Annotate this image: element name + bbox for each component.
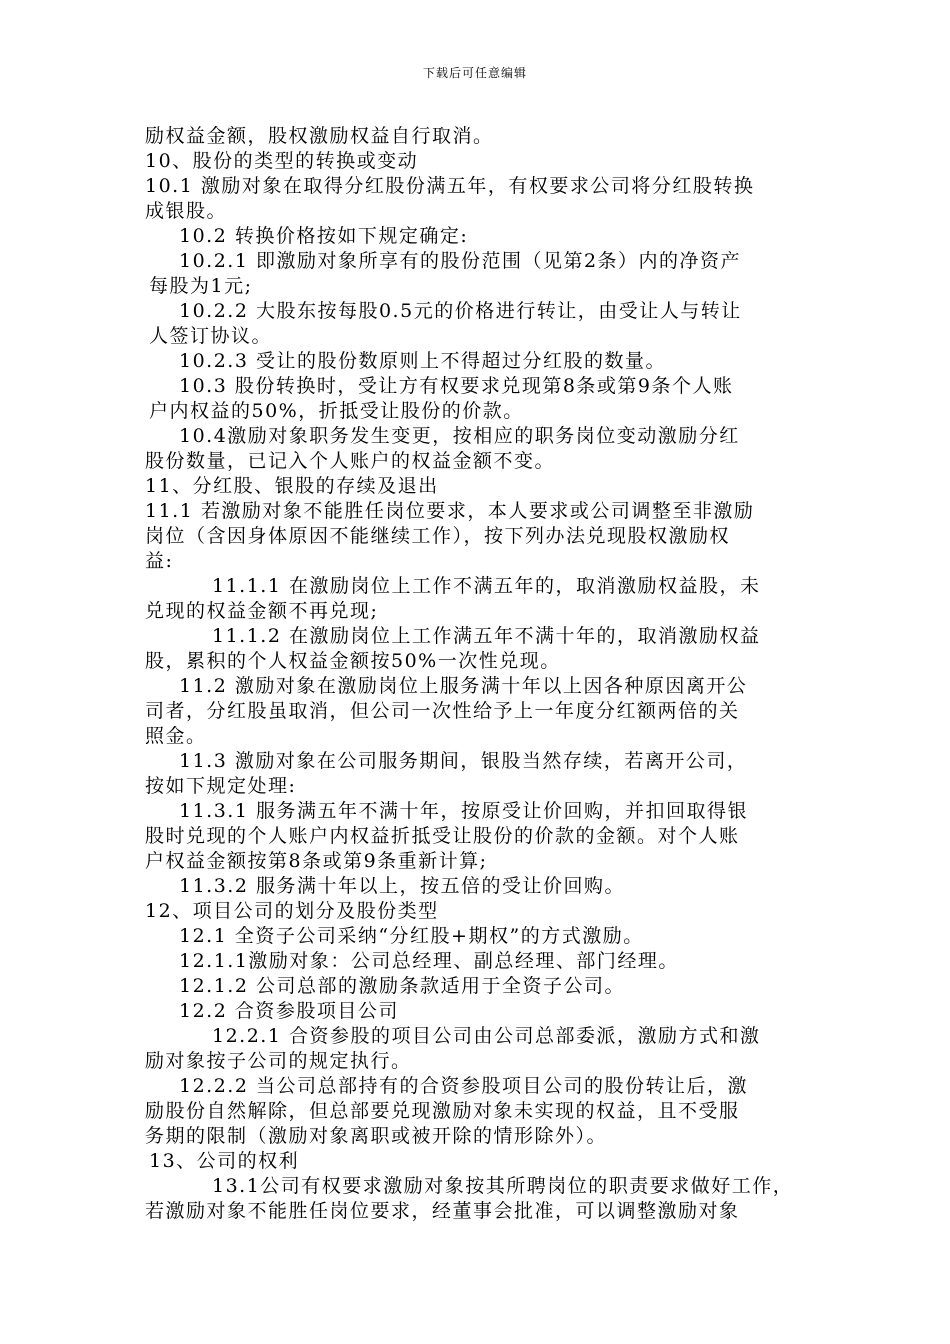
text-line: 励权益金额，股权激励权益自行取消。 [145,125,494,147]
text-line: 12.1.1激励对象：公司总经理、副总经理、部门经理。 [179,950,679,972]
text-line: 司者，分红股虽取消，但公司一次性给予上一年度分红额两倍的关 [145,700,740,722]
text-line: 兑现的权益金额不再兑现; [145,600,379,622]
text-line: 11.1 若激励对象不能胜任岗位要求，本人要求或公司调整至非激励 [145,500,755,522]
text-line: 11.1.1 在激励岗位上工作不满五年的，取消激励权益股，未 [212,575,761,597]
text-line: 励股份自然解除，但总部要兑现激励对象未实现的权益，且不受服 [145,1100,740,1122]
text-line: 11、分红股、银股的存续及退出 [145,475,439,497]
page-header: 下载后可任意编辑 [422,66,527,80]
text-line: 岗位（含因身体原因不能继续工作），按下列办法兑现股权激励权 [145,525,731,547]
text-line: 按如下规定处理: [145,775,297,797]
text-line: 11.3.2 服务满十年以上，按五倍的受让价回购。 [179,875,625,897]
text-line: 股，累积的个人权益金额按50%一次性兑现。 [145,650,561,672]
text-line: 13、公司的权利 [149,1150,300,1172]
text-line: 10.2.3 受让的股份数原则上不得超过分红股的数量。 [179,350,666,372]
text-line: 12.1 全资子公司采纳“分红股+期权”的方式激励。 [179,925,644,947]
text-line: 12、项目公司的划分及股份类型 [145,900,439,922]
text-line: 11.3 激励对象在公司服务期间，银股当然存续，若离开公司， [179,750,748,772]
text-line: 10.3 股份转换时，受让方有权要求兑现第8条或第9条个人账 [179,375,734,397]
text-line: 户内权益的50%，折抵受让股份的价款。 [149,400,524,422]
text-line: 12.2.1 合资参股的项目公司由公司总部委派，激励方式和激 [212,1025,761,1047]
text-line: 10.2 转换价格按如下规定确定: [179,225,469,247]
text-line: 励对象按子公司的规定执行。 [145,1050,412,1072]
text-line: 人签订协议。 [149,325,273,347]
text-line: 股份数量，已记入个人账户的权益金额不变。 [145,450,556,472]
text-line: 每股为1元; [149,275,253,297]
text-line: 照金。 [145,725,207,747]
text-line: 12.2.2 当公司总部持有的合资参股项目公司的股份转让后，激 [179,1075,748,1097]
text-line: 10.2.1 即激励对象所享有的股份范围（见第2条）内的净资产 [179,250,742,272]
text-line: 股时兑现的个人账户内权益折抵受让股份的价款的金额。对个人账 [145,825,740,847]
text-line: 10.4激励对象职务发生变更，按相应的职务岗位变动激励分红 [179,425,740,447]
text-line: 11.1.2 在激励岗位上工作满五年不满十年的，取消激励权益 [212,625,761,647]
text-line: 10.1 激励对象在取得分红股份满五年，有权要求公司将分红股转换 [145,175,755,197]
text-line: 13.1公司有权要求激励对象按其所聘岗位的职责要求做好工作， [212,1175,794,1197]
text-line: 若激励对象不能胜任岗位要求，经董事会批准，可以调整激励对象 [145,1200,740,1222]
text-line: 11.2 激励对象在激励岗位上服务满十年以上因各种原因离开公 [179,675,748,697]
text-line: 11.3.1 服务满五年不满十年，按原受让价回购，并扣回取得银 [179,800,748,822]
text-line: 10、股份的类型的转换或变动 [145,150,419,172]
document-body [145,124,813,1224]
text-line: 务期的限制（激励对象离职或被开除的情形除外）。 [145,1125,608,1147]
text-line: 12.1.2 公司总部的激励条款适用于全资子公司。 [179,975,625,997]
text-line: 12.2 合资参股项目公司 [179,1000,399,1022]
text-line: 益: [145,550,174,572]
text-line: 户权益金额按第8条或第9条重新计算; [145,850,488,872]
text-line: 成银股。 [145,200,228,222]
text-line: 10.2.2 大股东按每股0.5元的价格进行转让，由受让人与转让 [179,300,742,322]
